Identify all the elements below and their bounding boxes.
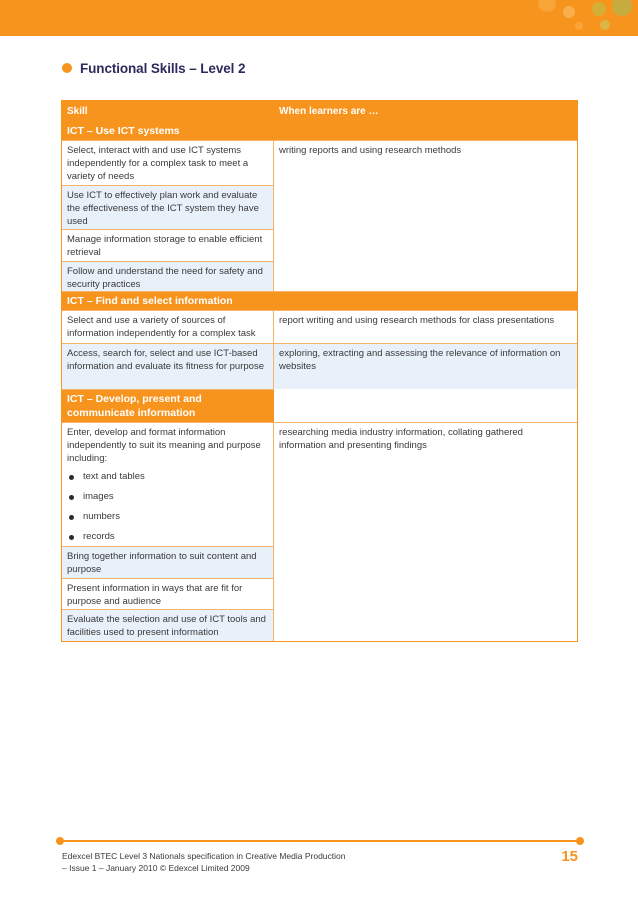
table-header xyxy=(62,101,577,122)
decorative-circle xyxy=(538,0,556,12)
top-banner xyxy=(0,0,638,36)
footer-line-1: Edexcel BTEC Level 3 Nationals specification in Creative Media Production xyxy=(62,851,346,861)
table-row-group xyxy=(62,140,577,291)
footer-rule xyxy=(60,840,580,842)
skill-cell: Select and use a variety of sources of information independently for a complex task xyxy=(62,311,274,343)
section-title: ICT – Use ICT systems xyxy=(62,122,577,140)
skill-cell: Evaluate the selection and use of ICT tools and facilities used to present information xyxy=(62,609,273,641)
page-title: Functional Skills – Level 2 xyxy=(80,60,246,76)
table-row xyxy=(62,343,577,389)
skill-cell: Present information in ways that are fit for purpose and audience xyxy=(62,578,273,609)
footer-dot-icon xyxy=(576,837,584,845)
footer-citation xyxy=(62,850,345,874)
skill-cell: Bring together information to suit content and purpose xyxy=(62,546,273,578)
decorative-circle xyxy=(563,6,575,18)
section-title: ICT – Find and select information xyxy=(62,291,577,310)
column-header-skill: Skill xyxy=(67,106,88,117)
skill-text: Enter, develop and format information independently to suit its meaning and purpose including: xyxy=(67,427,261,464)
decorative-circle xyxy=(600,20,610,30)
list-item: numbers xyxy=(67,509,268,529)
skill-cell: Follow and understand the need for safety and security practices xyxy=(62,261,273,291)
when-cell: researching media industry information, collating gathered information and presenting findings xyxy=(274,423,577,641)
functional-skills-table xyxy=(61,100,578,642)
skill-cell xyxy=(62,423,273,546)
bullet-dot-icon xyxy=(62,63,72,73)
list-item: text and tables xyxy=(67,469,268,489)
page-number: 15 xyxy=(561,848,578,865)
decorative-circle xyxy=(575,22,583,30)
when-cell: writing reports and using research methods xyxy=(274,141,577,291)
when-cell: report writing and using research methods for class presentations xyxy=(274,311,577,343)
column-header-when: When learners are … xyxy=(279,106,379,117)
table-row xyxy=(62,310,577,343)
section-heading xyxy=(62,58,245,78)
bullet-list xyxy=(67,469,268,549)
decorative-circle xyxy=(592,2,606,16)
list-item: records xyxy=(67,529,268,549)
list-item: images xyxy=(67,489,268,509)
skill-cell: Select, interact with and use ICT systems independently for a complex task to meet a variety of needs xyxy=(62,141,273,185)
when-cell: exploring, extracting and assessing the relevance of information on websites xyxy=(274,344,577,389)
table-row-group xyxy=(62,422,577,641)
skill-cell: Use ICT to effectively plan work and evaluate the effectiveness of the ICT system they have used xyxy=(62,185,273,229)
section-title: ICT – Develop, present and communicate information xyxy=(62,389,274,422)
footer-line-2: – Issue 1 – January 2010 © Edexcel Limited 2009 xyxy=(62,863,250,873)
decorative-circle xyxy=(612,0,632,16)
skill-cell: Access, search for, select and use ICT-based information and evaluate its fitness for purpose xyxy=(62,344,274,389)
skill-cell: Manage information storage to enable efficient retrieval xyxy=(62,229,273,261)
